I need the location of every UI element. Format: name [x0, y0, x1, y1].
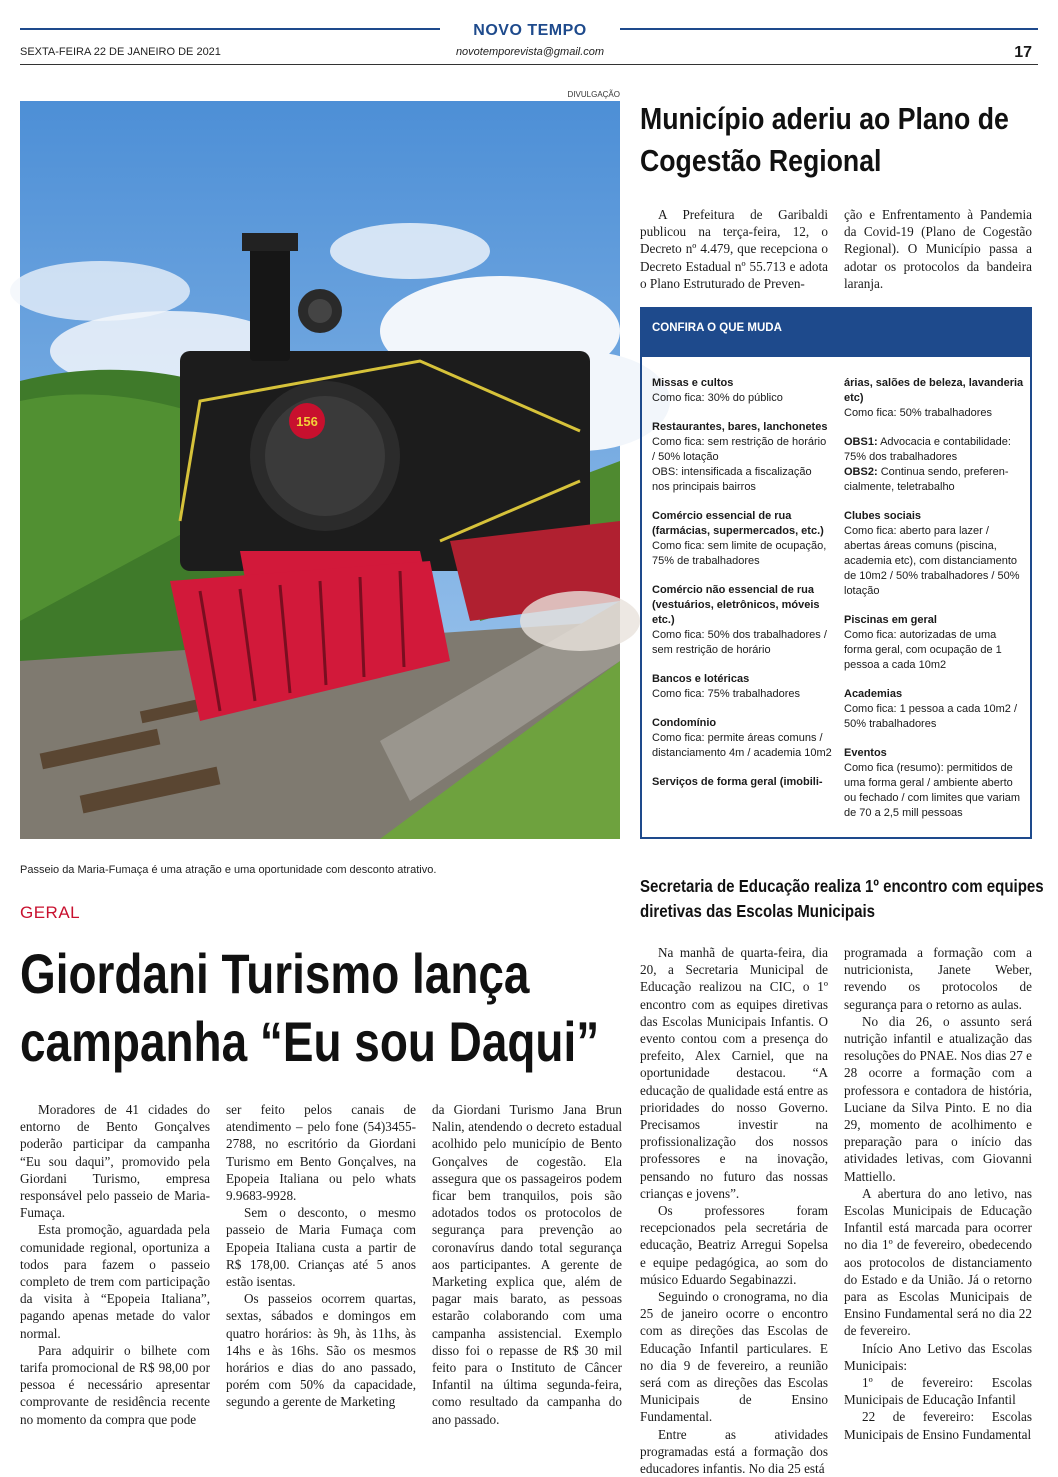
- box-obs: [844, 435, 1024, 495]
- box-item-title: Restaurantes, bares, lanchonetes: [652, 421, 828, 433]
- paragraph: Sem o desconto, o mesmo passeio de Maria Fumaça com Epopeia Italiana custa a partir de R$ 178,00. Crianças até 5 anos estão isentas.: [226, 1205, 416, 1290]
- paragraph: da Giordani Turismo Jana Brun Nalin, atendendo o decreto estadual acolhido pelo município de Bento Gonçalves de cogestão. Ela assegura que os passageiros podem ficar bem tranquilos, pois são adotados todos os protocolos de segurança para prevenção ao coronavírus dando total segurança aos participantes. A gerente de Marketing explica que, além de pagar mais barato, as pessoas estarão colaborando com uma campanha assistencial. Exemplo disso foi o repasse de R$ 30 mil feito para o Instituto de Câncer Infantil na última segunda-feira, como resultado da campanha do ano passado.: [432, 1102, 622, 1427]
- box-item-text: Como fica: permite áreas comuns / distanciamento 4m / academia 10m2: [652, 732, 832, 759]
- box-item-title: Bancos e lotéricas: [652, 673, 750, 685]
- changes-box-heading: CONFIRA O QUE MUDA: [640, 307, 1032, 357]
- box-item-text: Como fica (resumo): permitidos de uma forma geral / ambiente aberto ou fechado / com limites que variam de 70 a 2,5 mill pessoas: [844, 762, 1021, 819]
- box-item: [844, 613, 1024, 673]
- box-item-text: Como fica: 30% do público: [652, 392, 783, 404]
- obs2-label: OBS2:: [844, 466, 878, 478]
- box-item-text: Como fica: 50% dos trabalhadores / sem restrição de horário: [652, 629, 827, 656]
- box-item-title: Condomínio: [652, 717, 717, 729]
- box-item: [652, 583, 832, 658]
- page-number: 17: [1014, 44, 1032, 61]
- main-article-col1: [20, 1101, 210, 1428]
- paragraph: 1º de fevereiro: Escolas Municipais de Educação Infantil: [844, 1375, 1032, 1408]
- top-article-col1: A Prefeitura de Garibaldi publicou na terça-feira, 12, o Decreto nº 4.479, que recepciona o Decreto Estadual nº 55.713 e adota o Plano Estruturado de Preven-: [640, 207, 828, 291]
- box-item-text: Como fica: aberto para lazer / abertas áreas comuns (piscina, academia etc), com distanciamento de 10m2 / 50% trabalhadores / 50% lotação: [844, 525, 1020, 597]
- smokestack: [250, 241, 290, 361]
- section-label: GERAL: [20, 903, 81, 922]
- box-item-title: Comércio não essencial de rua (vestuários, eletrônicos, móveis etc.): [652, 584, 820, 626]
- changes-box-left-column: [652, 376, 832, 804]
- paragraph: A abertura do ano letivo, nas Escolas Municipais de Educação Infantil está marcada para ocorrer no dia 1º de fevereiro, obedecendo aos protocolos de distanciamento do Estado e da União. Já o retorno para as Escolas Municipais de Ensino Fundamental será no dia 22 de fevereiro.: [844, 1185, 1032, 1339]
- box-item-text: Como fica: sem limite de ocupação, 75% de trabalhadores: [652, 540, 827, 567]
- box-item-title: Missas e cultos: [652, 377, 734, 389]
- box-item: [652, 775, 832, 790]
- paragraph: programada a formação com a nutricionista, Janete Weber, revendo os protocolos de segurança para o retorno as aulas.: [844, 945, 1032, 1012]
- top-article-title: Município aderiu ao Plano de Cogestão Regional: [640, 101, 1009, 178]
- paragraph: Os passeios ocorrem quartas, sextas, sábados e domingos em quatro horários: às 9h, às 11hs, às 14hs e às 16hs. São os mesmos horários e dias do ano passado, porém com 50% da capacidade, segundo a gerente de Marketing: [226, 1291, 416, 1410]
- box-item-title: Piscinas em geral: [844, 614, 937, 626]
- paragraph: Início Ano Letivo das Escolas Municipais:: [844, 1340, 1032, 1373]
- box-item-title: Serviços de forma geral (imobili-: [652, 776, 823, 788]
- obs1-label: OBS1:: [844, 436, 878, 448]
- train-photo: [20, 101, 620, 839]
- photo-credit: DIVULGAÇÃO: [567, 90, 620, 99]
- box-item-text: Como fica: sem restrição de horário / 50% lotação: [652, 436, 827, 463]
- box-item: [844, 687, 1024, 732]
- steam-locomotive-illustration: [20, 101, 620, 839]
- box-item: [844, 376, 1024, 421]
- header-rule-left: [20, 28, 440, 30]
- changes-box-right-column: [844, 376, 1024, 835]
- box-item-text: Como fica: 75% trabalhadores: [652, 688, 800, 700]
- box-item: [844, 746, 1024, 821]
- engine-number: 156: [296, 414, 318, 429]
- paragraph: No dia 26, o assunto será nutrição infantil e atualização das resoluções do PNAE. Nos dias 27 e 28 ocorre a formação com a professora e contadora de história, Luciane da Silva Pinto. E no dia 29, momento de acolhimento e preparação para o início das atividades letivas, com Giovanni Mattiello.: [844, 1013, 1032, 1184]
- main-article-title: Giordani Turismo lança campanha “Eu sou Daqui”: [20, 942, 600, 1073]
- photo-caption: Passeio da Maria-Fumaça é uma atração e uma oportunidade com desconto atrativo.: [20, 864, 437, 876]
- education-article-title: Secretaria de Educação realiza 1º encontro com equipes diretivas das Escolas Municipais: [640, 876, 1044, 921]
- main-article-col3: [432, 1101, 622, 1428]
- box-item-title: Clubes sociais: [844, 510, 922, 522]
- box-item-text: Como fica: 1 pessoa a cada 10m2 / 50% trabalhadores: [844, 703, 1018, 730]
- paragraph: Esta promoção, aguardada pela comunidade regional, oportuniza a todos para fazem o passeio completo de trem com participação da visita à “Epopeia Italiana”, pagando apenas metade do valor normal.: [20, 1222, 210, 1341]
- box-item-title: Comércio essencial de rua (farmácias, supermercados, etc.): [652, 510, 824, 537]
- obs2-text: Continua sendo, preferencialmente, teletrabalho: [844, 466, 1009, 493]
- obs1-text: Advocacia e contabilidade: 75% dos trabalhadores: [844, 436, 1011, 463]
- box-item: [844, 509, 1024, 599]
- box-item: [652, 672, 832, 702]
- contact-email: novotemporevista@gmail.com: [455, 46, 605, 58]
- box-item: [652, 509, 832, 569]
- header-rule-right: [620, 28, 1038, 30]
- newspaper-brand: NOVO TEMPO: [473, 22, 587, 39]
- box-item-text: Como fica: autorizadas de uma forma geral, com ocupação de 1 pessoa a cada 10m2: [844, 629, 1002, 671]
- education-article-col1: [640, 944, 828, 1477]
- paragraph: 22 de fevereiro: Escolas Municipais de Ensino Fundamental: [844, 1409, 1032, 1442]
- box-item: [652, 376, 832, 406]
- paragraph: Para adquirir o bilhete com tarifa promocional de R$ 98,00 por pessoa é necessário apresentar comprovante de residência recente no momento da compra que pode: [20, 1342, 210, 1427]
- paragraph: Os professores foram recepcionados pela secretária de educação, Beatriz Arregui Sopelsa e equipe pedagógica, ao som do músico Eduardo Segabinazzi.: [640, 1203, 828, 1287]
- paragraph: Moradores de 41 cidades do entorno de Bento Gonçalves poderão participar da campanha “Eu sou daqui”, promovido pela Giordani Turismo, empresa responsável pelo passeio de Maria-Fumaça.: [20, 1102, 210, 1221]
- paragraph: Entre as atividades programadas está a formação dos educadores infantis. No dia 25 está: [640, 1426, 828, 1477]
- box-item-title: Eventos: [844, 747, 887, 759]
- masthead: [0, 0, 1058, 70]
- paragraph: ser feito pelos canais de atendimento – pelo fone (54)3455-2788, no escritório da Giordani Turismo em Bento Gonçalves, na Epopeia Italiana ou pelo whats 9.9683-9928.: [226, 1102, 416, 1204]
- paragraph: Seguindo o cronograma, no dia 25 de janeiro ocorre o encontro com as direções das Escolas de Educação Infantil particulares. E no dia 9 de fevereiro, a reunião será com as direções das Escolas Municipais de Ensino Fundamental.: [640, 1289, 828, 1425]
- education-article-col2: [844, 944, 1032, 1443]
- box-item-note: OBS: intensificada a fiscalização nos principais bairros: [652, 466, 812, 493]
- header-rule-bottom: [20, 64, 1038, 65]
- steam: [520, 591, 640, 651]
- issue-date: SEXTA-FEIRA 22 DE JANEIRO DE 2021: [20, 46, 221, 58]
- smokestack-cap: [242, 233, 298, 251]
- box-item-text: Como fica: 50% trabalhadores: [844, 407, 992, 419]
- box-item-title: árias, salões de beleza, lavanderia etc): [844, 377, 1024, 404]
- top-article-col2: ção e Enfrentamento à Pandemia da Covid-19 (Plano de Cogestão Regional). O Município passa a adotar os protocolos da bandeira laranja.: [844, 207, 1032, 291]
- box-item: [652, 716, 832, 761]
- paragraph: Na manhã de quarta-feira, dia 20, a Secretaria Municipal de Educação realizou na CIC, o 1º encontro com as equipes diretivas das Escolas Municipais Infantis. O evento contou com a presença do prefeito, Alex Carniel, que na oportunidade destacou. “A educação de qualidade está entre as prioridades do nosso Governo. Precisamos investir na profissionalização dos nossos professores e na inovação, pensando no futuro das nossas crianças e jovens”.: [640, 945, 828, 1201]
- box-item-title: Academias: [844, 688, 903, 700]
- main-article-col2: [226, 1101, 416, 1411]
- box-item: [652, 420, 832, 495]
